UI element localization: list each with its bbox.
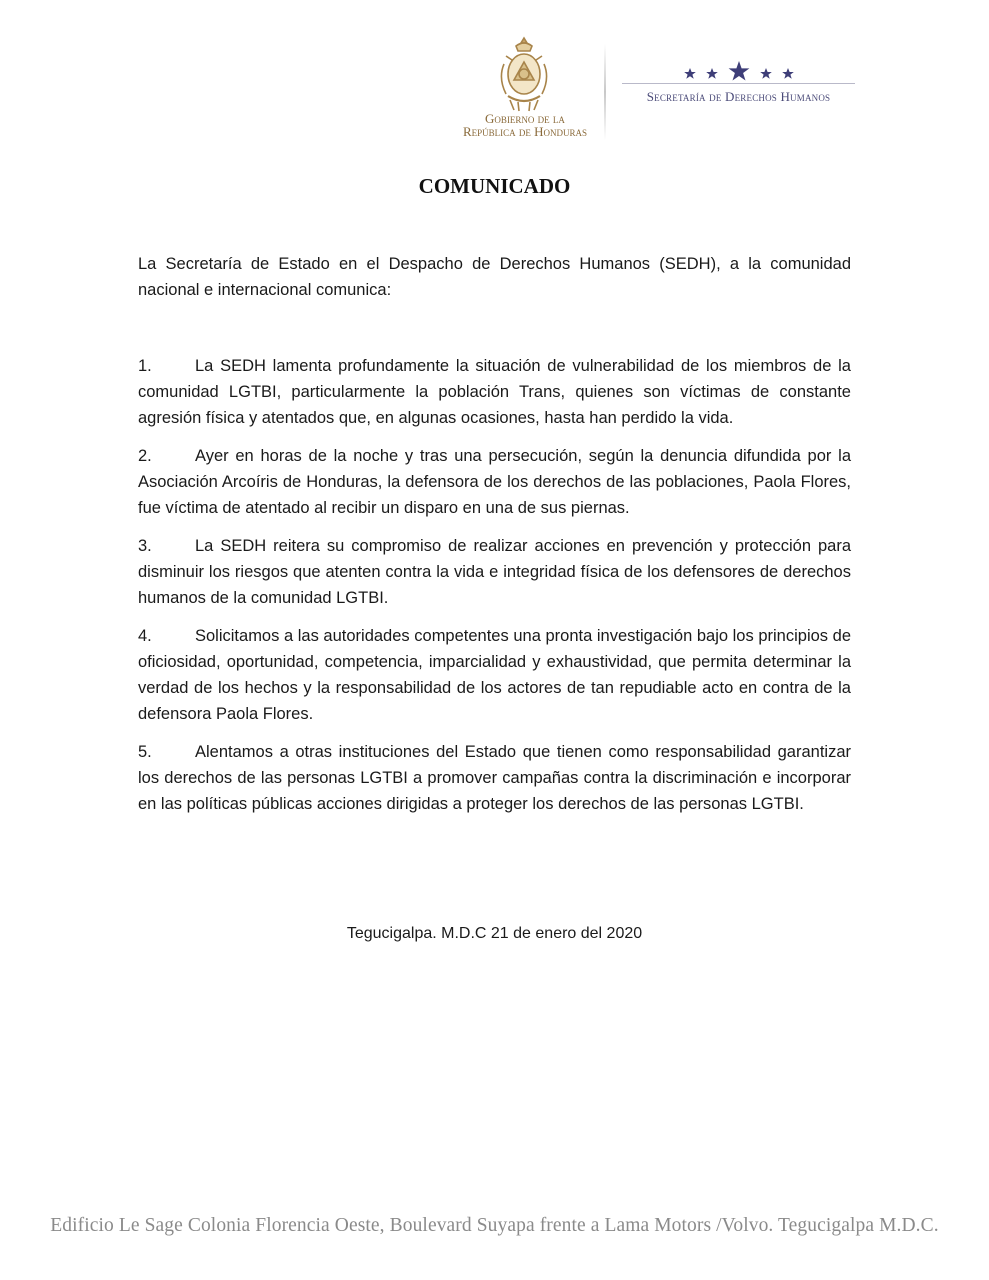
header-divider: [604, 44, 606, 140]
list-item: [138, 443, 851, 521]
item-text: La SEDH lamenta profundamente la situación de vulnerabilidad de los miembros de la comunidad LGTBI, particularmente la población Trans, quienes son víctimas de constante agresión física y atentados que, en algunas ocasiones, hasta han perdido la vida.: [138, 357, 851, 427]
five-stars-icon: [684, 60, 794, 82]
list-item: [138, 533, 851, 611]
item-text: La SEDH reitera su compromiso de realizar acciones en prevención y protección para disminuir los riesgos que atenten contra la vida e integridad física de los defensores de derechos humanos de la comunidad LGTBI.: [138, 537, 851, 607]
list-item: [138, 623, 851, 727]
government-line-2: República de Honduras: [462, 124, 588, 139]
government-name: [440, 112, 610, 138]
letterhead: [0, 0, 989, 150]
item-number: 1.: [138, 357, 152, 375]
place-and-date: Tegucigalpa. M.D.C 21 de enero del 2020: [346, 925, 643, 942]
list-item: [138, 353, 851, 431]
item-number: 5.: [138, 743, 152, 761]
numbered-list: [138, 353, 851, 829]
item-text: Ayer en horas de la noche y tras una persecución, según la denuncia difundida por la Asociación Arcoíris de Honduras, la defensora de los derechos de las poblaciones, Paola Flores, fue víctima de atentado al recibir un disparo en una de sus piernas.: [138, 447, 851, 517]
government-line-1: Gobierno de la: [485, 111, 565, 126]
secretariat-name: Secretaría de Derechos Humanos: [646, 89, 831, 104]
footer-address: Edificio Le Sage Colonia Florencia Oeste, Boulevard Suyapa frente a Lama Motors /Volvo. Tegucigalpa M.D.C.: [50, 1215, 939, 1236]
item-number: 3.: [138, 537, 152, 555]
coat-of-arms-icon: [496, 34, 552, 114]
item-text: Solicitamos a las autoridades competentes una pronta investigación bajo los principios de oficiosidad, oportunidad, competencia, imparcialidad y exhaustividad, que permita determinar la verdad de los hechos y la responsabilidad de los actores de tan repudiable acto en contra de la defensora Paola Flores.: [138, 627, 851, 723]
secretariat-rule: [622, 83, 855, 84]
intro-paragraph: La Secretaría de Estado en el Despacho de Derechos Humanos (SEDH), a la comunidad nacional e internacional comunica:: [138, 255, 851, 299]
list-item: [138, 739, 851, 817]
item-number: 2.: [138, 447, 152, 465]
document-title: COMUNICADO: [418, 174, 571, 198]
item-text: Alentamos a otras instituciones del Estado que tienen como responsabilidad garantizar los derechos de las personas LGTBI a promover campañas contra la discriminación e incorporar en las políticas públicas acciones dirigidas a proteger los derechos de las personas LGTBI.: [138, 743, 851, 813]
item-number: 4.: [138, 627, 152, 645]
